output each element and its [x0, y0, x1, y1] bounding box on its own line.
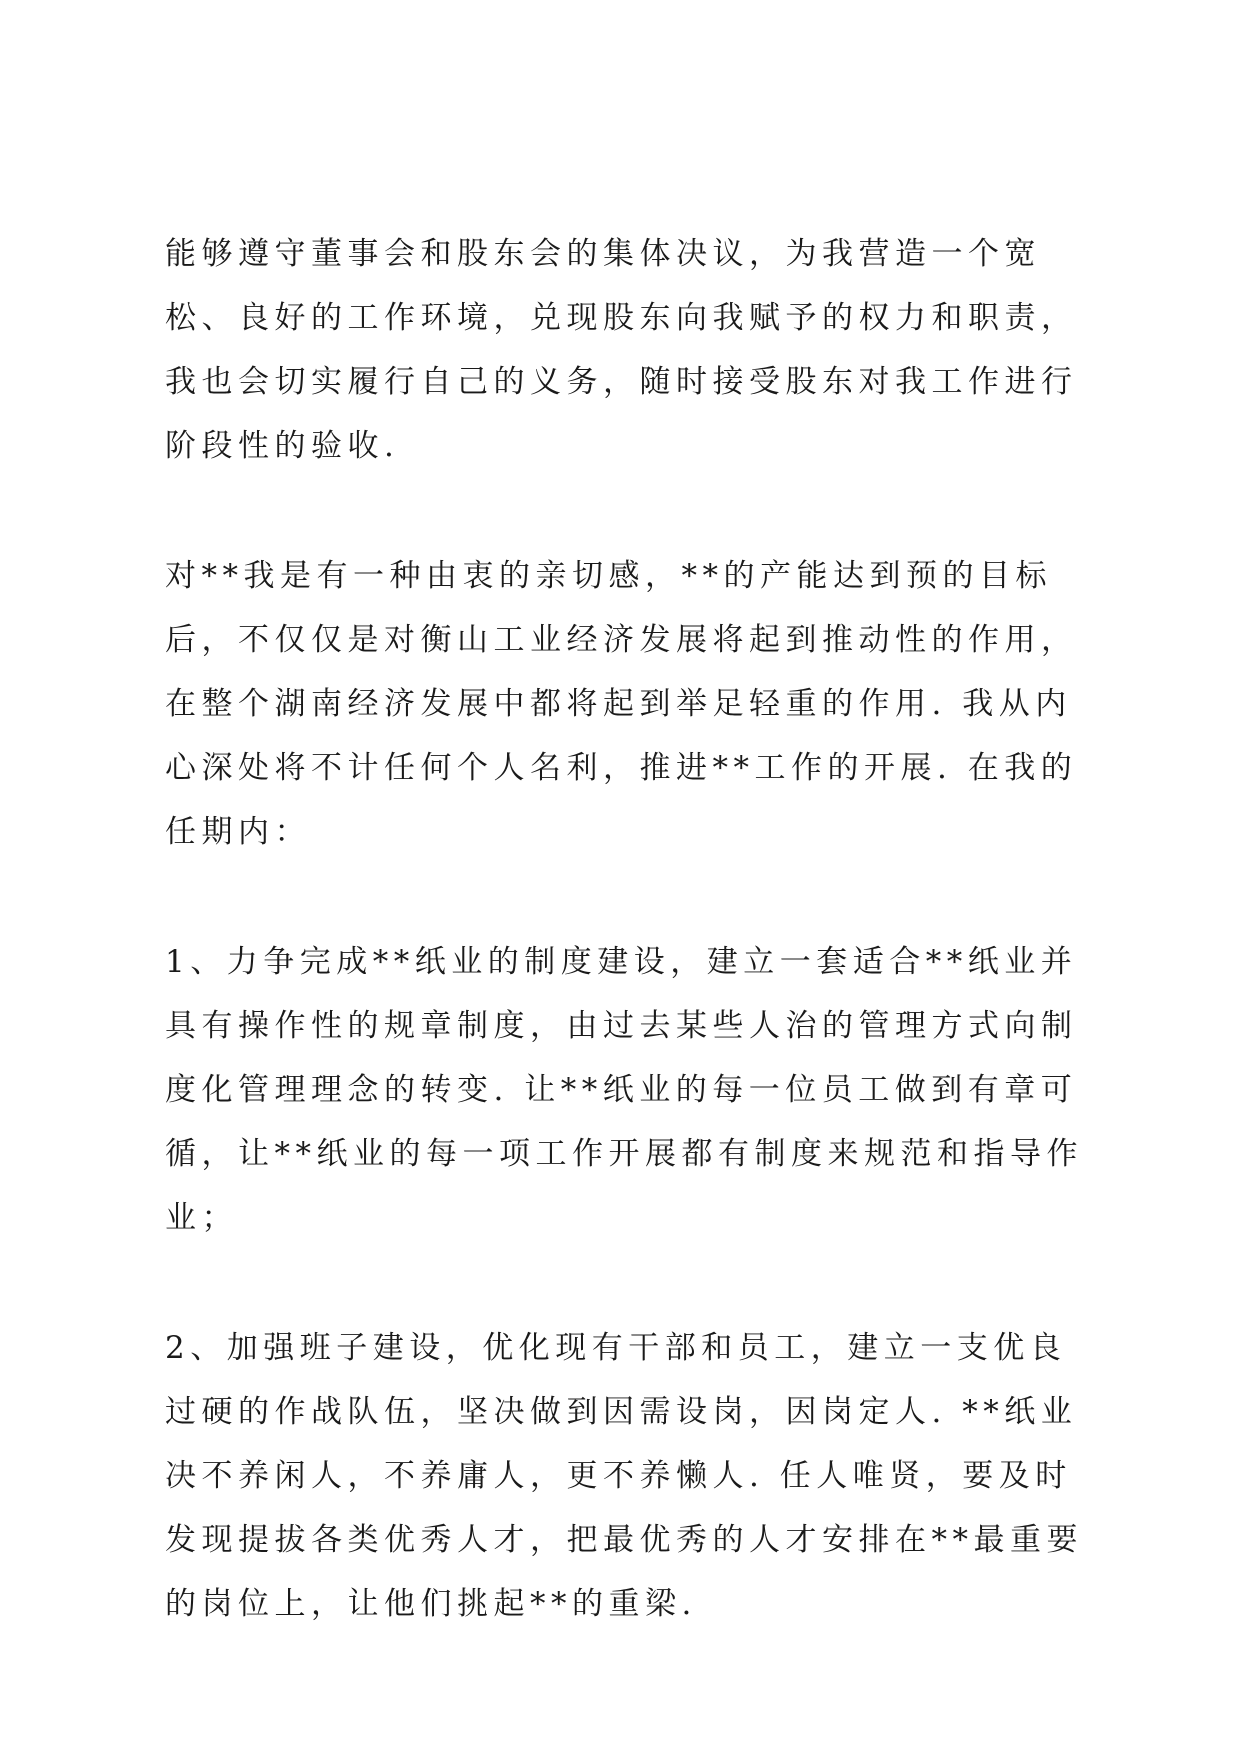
paragraph-shareholder-commitment: 能够遵守董事会和股东会的集体决议，为我营造一个宽松、良好的工作环境，兑现股东向我赋予的权力和职责，我也会切实履行自己的义务，随时接受股东对我工作进行阶段性的验收.	[165, 236, 1078, 464]
paragraph-item-1-system-building: 1、力争完成**纸业的制度建设，建立一套适合**纸业并具有操作性的规章制度，由过去某些人治的管理方式向制度化管理理念的转变. 让**纸业的每一位员工做到有章可循，让**纸业的每一项工作开展都有制度来规范和指导作业；	[165, 944, 1083, 1236]
paragraph-personal-pledge: 对**我是有一种由衷的亲切感，**的产能达到预的目标后，不仅仅是对衡山工业经济发展将起到推动性的作用，在整个湖南经济发展中都将起到举足轻重的作用. 我从内心深处将不计任何个人名利，推进**工作的开展. 在我的任期内：	[165, 558, 1078, 850]
paragraph-item-2-team-building: 2、加强班子建设，优化现有干部和员工，建立一支优良过硬的作战队伍，坚决做到因需设岗，因岗定人. **纸业决不养闲人，不养庸人，更不养懒人. 任人唯贤，要及时发现提拔各类优秀人才，把最优秀的人才安排在**最重要的岗位上，让他们挑起**的重梁.	[165, 1330, 1083, 1622]
document-body	[165, 222, 1085, 1636]
